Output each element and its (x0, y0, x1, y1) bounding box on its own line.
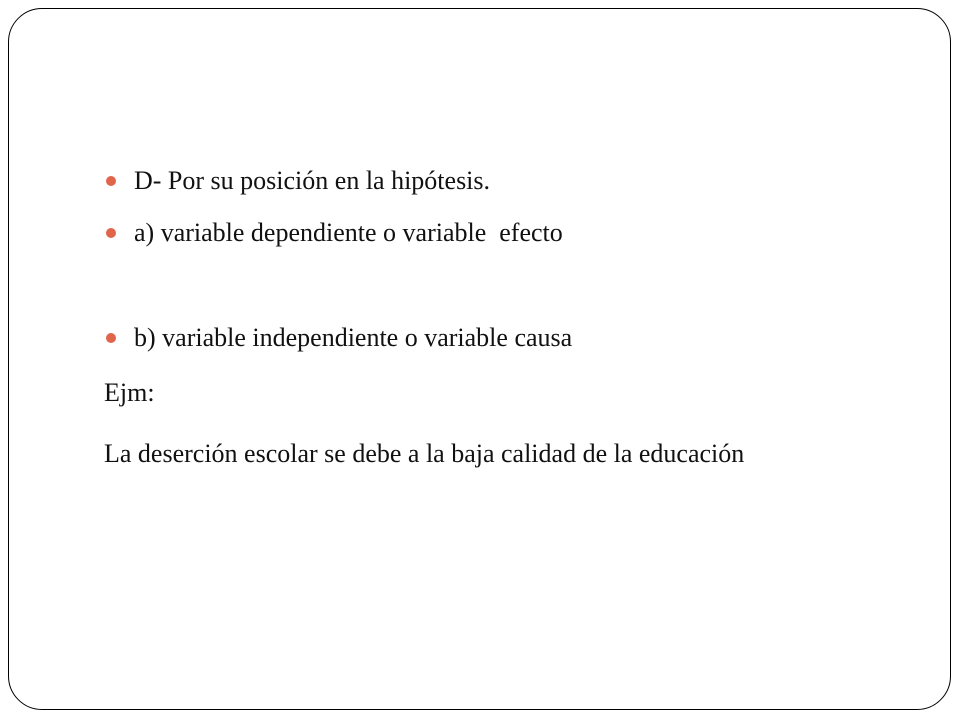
example-text: La deserción escolar se debe a la baja calidad de la educación (104, 439, 745, 468)
bullet-text: b) variable independiente o variable causa (134, 323, 573, 352)
bullet-item-position (104, 166, 490, 196)
bullet-dot-icon (106, 176, 116, 186)
bullet-dot-icon (106, 228, 116, 238)
bullet-text: D- Por su posición en la hipótesis. (134, 166, 491, 195)
bullet-text: a) variable dependiente o variable efecto (134, 218, 563, 247)
bullet-item-independent-variable (104, 323, 572, 353)
slide-frame (8, 8, 951, 710)
example-label: Ejm: (104, 378, 155, 407)
bullet-item-dependent-variable (104, 218, 563, 248)
bullet-dot-icon (106, 333, 116, 343)
